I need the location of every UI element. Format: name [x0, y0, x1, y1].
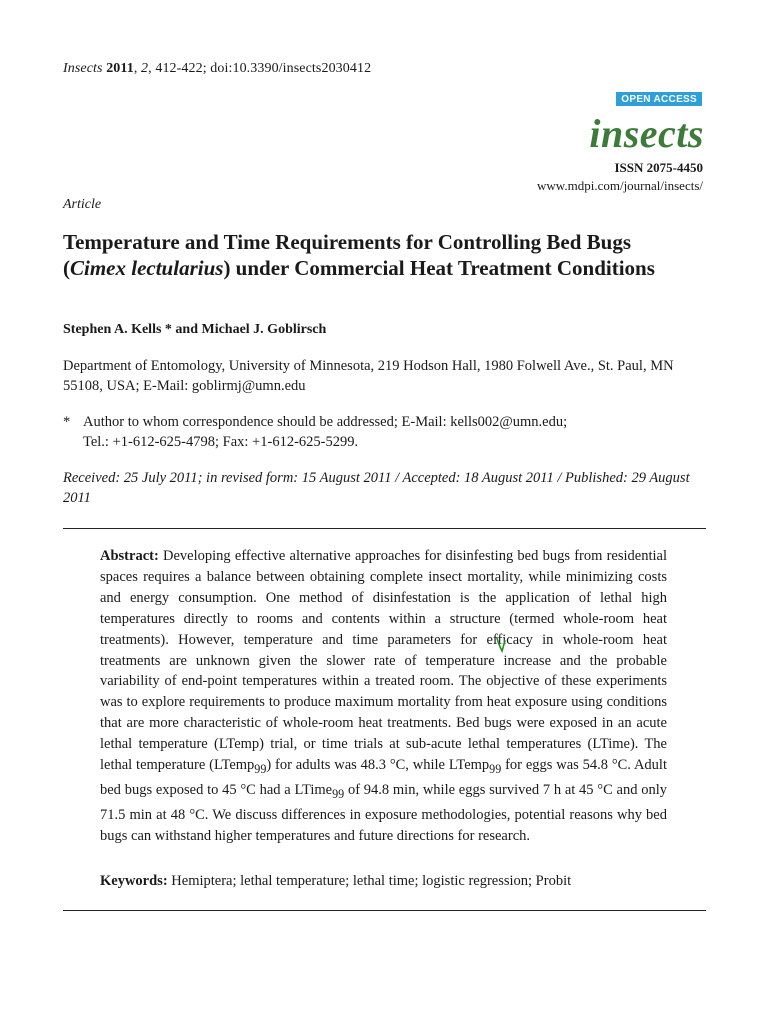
abstract-text-1: Developing effective alternative approaches for disinfesting bed bugs from residential spaces requires a balance between obtaining complete insect mortality, while minimizing costs and energy consumption. One method of disinfestation is the application of lethal high temperatures directly to rooms and contents within a structure (termed whole-room heat treatments). However, temperature and time parameters for efficacy in whole-room heat treatments are unknown given the slower rate of temperature increase and the probable variability of end-point temperatures within a treated room. The objective of these experiments was to explore requirements to produce maximum mortality from heat exposure using conditions that are more characteristic of whole-room heat treatments. Bed bugs were exposed in an acute lethal temperature (LTemp) trial, or time trials at sub-acute lethal temperatures (LTime). The lethal temperature (LTemp [100, 548, 667, 774]
citation-line: Insects 2011, 2, 412-422; doi:10.3390/insects2030412 [63, 61, 372, 76]
correspondence [63, 412, 703, 452]
publication-dates: Received: 25 July 2011; in revised form: 15 August 2011 / Accepted: 18 August 2011 / Published: 29 August 2011 [63, 470, 690, 506]
pen-mark-icon [496, 636, 506, 654]
affiliation: Department of Entomology, University of Minnesota, 219 Hodson Hall, 1980 Folwell Ave., St. Paul, MN 55108, USA; E-Mail: goblirmj@umn.edu [63, 358, 674, 394]
abstract-text-3: for eggs was 54.8 °C. Adult bed bugs exposed to 45 °C had a LTime [100, 757, 667, 798]
citation-volume: 2 [141, 61, 149, 76]
divider-bottom [63, 910, 706, 911]
abstract-text-4: of 94.8 min, while eggs survived 7 h at 45 °C and only 71.5 min at 48 °C. We discuss differences in exposure methodologies, potential reasons why bed bugs can withstand higher temperatures and future directions for research. [100, 781, 667, 844]
title-part-1: Temperature and Time Requirements for Controlling Bed Bugs ( [63, 230, 632, 280]
title-species: Cimex lectularius [70, 256, 224, 280]
keywords-label: Keywords: [100, 873, 168, 889]
issn: ISSN 2075-4450 [614, 160, 703, 175]
journal-logo: insects [589, 111, 704, 156]
abstract [100, 546, 667, 846]
open-access-badge: OPEN ACCESS [616, 92, 702, 106]
title-part-2: ) under Commercial Heat Treatment Conditions [223, 256, 655, 280]
journal-name: Insects [63, 61, 103, 76]
correspondence-star: * [63, 414, 71, 430]
authors: Stephen A. Kells * and Michael J. Goblirsch [63, 322, 327, 337]
article-type: Article [63, 197, 102, 212]
correspondence-line-2: Tel.: +1-612-625-4798; Fax: +1-612-625-5299. [83, 434, 359, 450]
subscript-2: 99 [489, 761, 502, 776]
article-title [63, 229, 683, 281]
subscript-1: 99 [254, 761, 267, 776]
abstract-text-2: ) for adults was 48.3 °C, while LTemp [266, 757, 490, 774]
citation-year: 2011 [106, 61, 134, 76]
journal-url[interactable]: www.mdpi.com/journal/insects/ [537, 178, 703, 193]
abstract-label: Abstract: [100, 548, 159, 564]
subscript-3: 99 [332, 786, 345, 801]
keywords-text: Hemiptera; lethal temperature; lethal time; logistic regression; Probit [167, 873, 572, 889]
correspondence-line-1: Author to whom correspondence should be addressed; E-Mail: kells002@umn.edu; [83, 414, 568, 430]
citation-pages-doi: , 412-422; doi:10.3390/insects2030412 [148, 61, 372, 76]
keywords [100, 873, 667, 890]
divider-top [63, 528, 706, 529]
